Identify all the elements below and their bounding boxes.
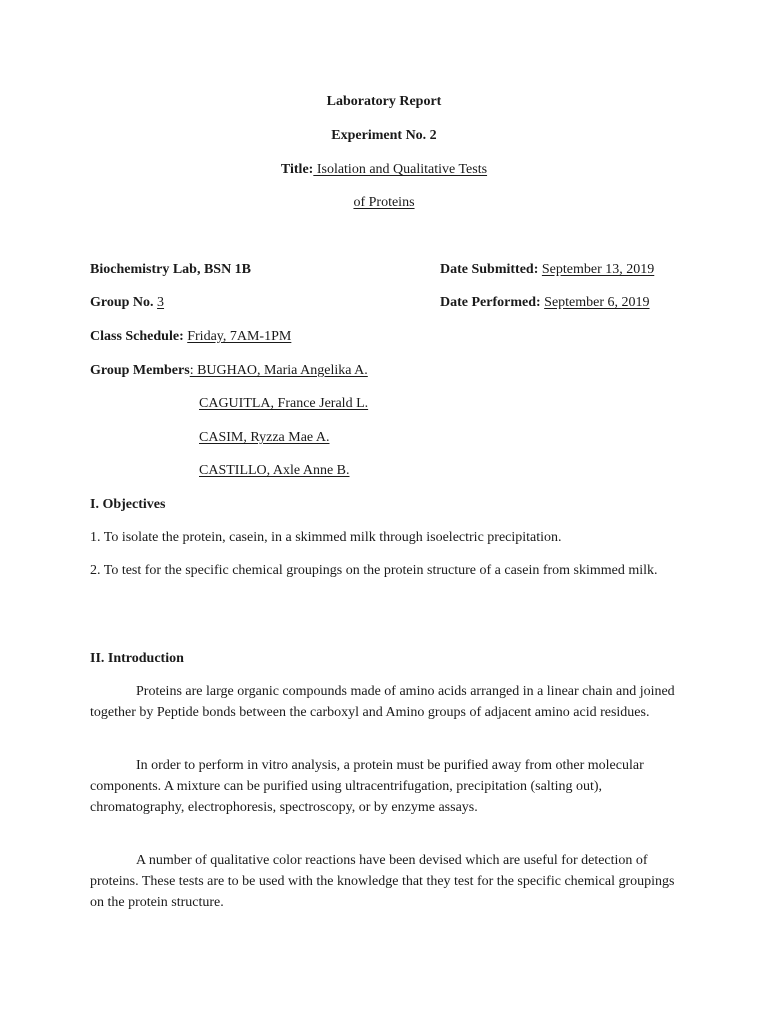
member-name: CAGUITLA, France Jerald L. [199,396,369,411]
date-submitted [440,260,654,280]
title-text-line1: Isolation and Qualitative Tests [313,162,488,177]
report-title-line2 [0,193,768,213]
member-name: : BUGHAO, Maria Angelika A. [189,363,368,378]
objective-item: 1. To isolate the protein, casein, in a skimmed milk through isoelectric precipitation. [90,530,562,545]
experiment-number: Experiment No. 2 [331,128,437,143]
date-performed-label: Date Performed: [440,295,541,310]
class-schedule [90,327,291,347]
objective-item: 2. To test for the specific chemical groupings on the protein structure of a casein from skimmed milk. [90,563,658,578]
date-performed [440,293,650,313]
member-name: CASIM, Ryzza Mae A. [199,430,330,445]
intro-paragraph: A number of qualitative color reactions have been devised which are useful for detection of proteins. These tests are to be used with the knowledge that they test for the specific chemical groupings on the protein structure. [90,853,675,910]
objectives-heading: I. Objectives [90,497,166,512]
group-value: 3 [157,295,165,310]
course-section: Biochemistry Lab, BSN 1B [90,262,252,277]
title-label: Title: [280,162,314,177]
report-type: Laboratory Report [326,94,442,109]
schedule-value: Friday, 7AM-1PM [187,329,292,344]
title-text-line2: of Proteins [353,195,415,210]
member-name: CASTILLO, Axle Anne B. [199,463,350,478]
date-submitted-value: September 13, 2019 [541,262,655,277]
date-submitted-label: Date Submitted: [440,262,539,277]
members-label: Group Members [90,363,190,378]
group-members [90,361,368,381]
group-label: Group No. [90,295,154,310]
date-performed-value: September 6, 2019 [544,295,650,310]
schedule-label: Class Schedule: [90,329,184,344]
intro-paragraph: In order to perform in vitro analysis, a protein must be purified away from other molecular components. A mixture can be purified using ultracentrifugation, precipitation (salting out), chromatography, electrophoresis, spectroscopy, or by enzyme assays. [90,758,644,815]
group-number [90,293,164,313]
introduction-heading: II. Introduction [90,651,184,666]
report-title [0,160,768,180]
intro-paragraph: Proteins are large organic compounds made of amino acids arranged in a linear chain and joined together by Peptide bonds between the carboxyl and Amino groups of adjacent amino acid residues. [90,684,675,720]
